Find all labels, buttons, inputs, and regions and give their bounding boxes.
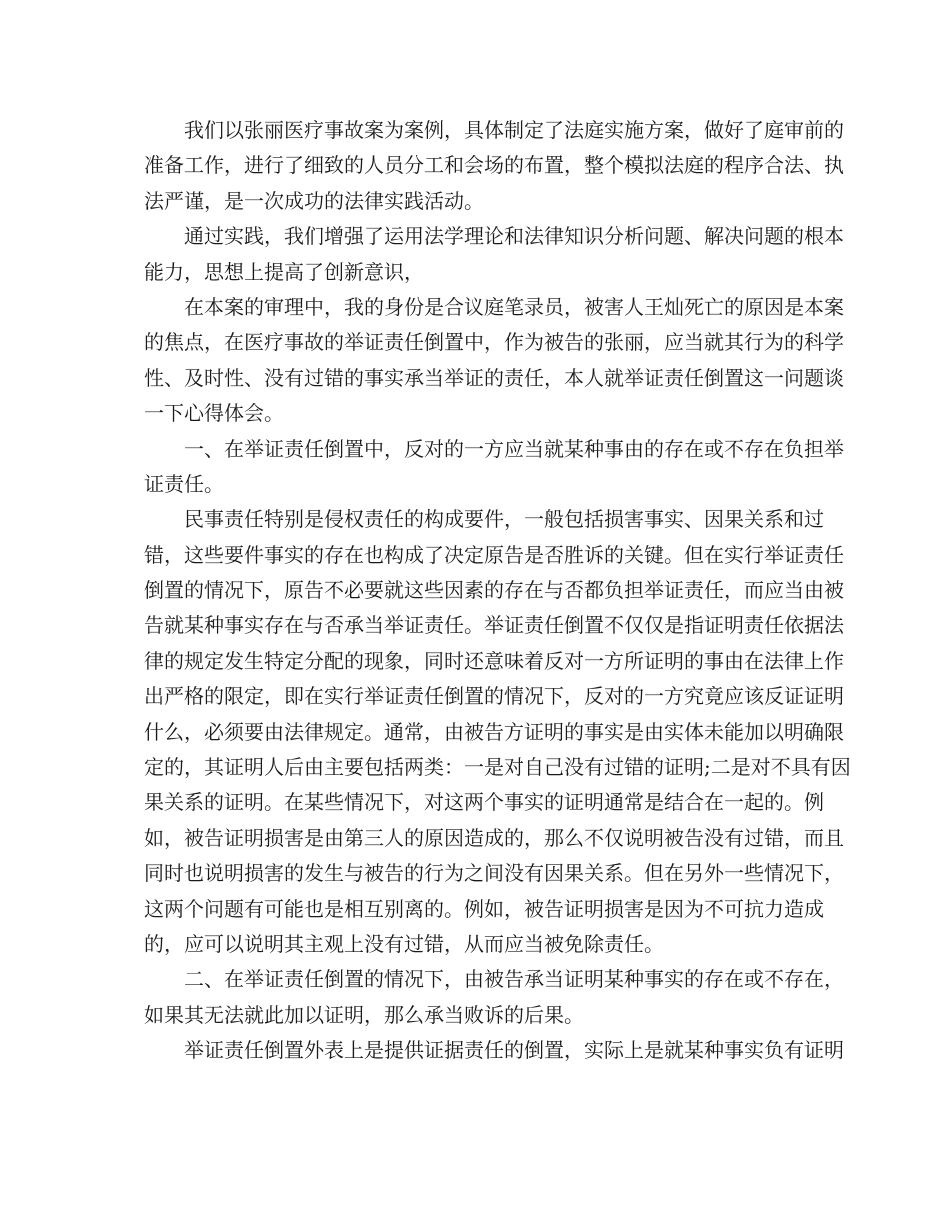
paragraph-5 (144, 502, 851, 962)
text-line: 性、及时性、没有过错的事实承当举证的责任，本人就举证责任倒置这一问题谈 (144, 365, 844, 390)
text-line: 倒置的情况下，原告不必要就这些因素的存在与否都负担举证责任，而应当由被 (144, 578, 844, 603)
paragraph-4-heading (144, 432, 844, 503)
text-line: 一、在举证责任倒置中，反对的一方应当就某种事由的存在或不存在负担举 (184, 436, 844, 461)
text-line: 如，被告证明损害是由第三人的原因造成的，那么不仅说明被告没有过错，而且 (144, 825, 844, 850)
text-line: 我们以张丽医疗事故案为案例，具体制定了法庭实施方案，做好了庭审前的 (184, 118, 844, 142)
text-line: 证责任。 (144, 471, 224, 496)
paragraph-1 (144, 113, 844, 219)
text-line: 律的规定发生特定分配的现象，同时还意味着反对一方所证明的事由在法律上作 (144, 648, 844, 673)
text-line: 一下心得体会。 (144, 401, 284, 426)
paragraph-7 (144, 1033, 844, 1068)
text-line: 举证责任倒置外表上是提供证据责任的倒置，实际上是就某种事实负有证明 (184, 1038, 844, 1063)
text-line: 在本案的审理中，我的身份是合议庭笔录员，被害人王灿死亡的原因是本案 (184, 294, 844, 319)
text-line: 民事责任特别是侵权责任的构成要件，一般包括损害事实、因果关系和过 (184, 507, 824, 532)
text-line: 准备工作，进行了细致的人员分工和会场的布置，整个模拟法庭的程序合法、执 (144, 153, 844, 178)
text-line: 什么，必须要由法律规定。通常，由被告方证明的事实是由实体未能加以明确限 (144, 719, 844, 744)
text-line: 告就某种事实存在与否承当举证责任。举证责任倒置不仅仅是指证明责任依据法 (144, 613, 844, 638)
text-line: 同时也说明损害的发生与被告的行为之间没有因果关系。但在另外一些情况下， (144, 861, 844, 886)
paragraph-3 (144, 290, 844, 432)
paragraph-6-heading (144, 962, 844, 1033)
text-line: 错，这些要件事实的存在也构成了决定原告是否胜诉的关键。但在实行举证责任 (144, 542, 844, 567)
text-line: 定的，其证明人后由主要包括两类：一是对自己没有过错的证明;二是对不具有因 (144, 755, 851, 780)
text-line: 二、在举证责任倒置的情况下，由被告承当证明某种事实的存在或不存在， (184, 967, 844, 992)
text-line: 能力，思想上提高了创新意识， (144, 259, 424, 284)
text-line: 通过实践，我们增强了运用法学理论和法律知识分析问题、解决问题的根本 (184, 224, 844, 249)
text-line: 的焦点，在医疗事故的举证责任倒置中，作为被告的张丽，应当就其行为的科学 (144, 330, 844, 355)
document-body (144, 113, 851, 1069)
text-line: 这两个问题有可能也是相互别离的。例如，被告证明损害是因为不可抗力造成 (144, 896, 824, 921)
text-line: 的，应可以说明其主观上没有过错，从而应当被免除责任。 (144, 931, 664, 956)
text-line: 法严谨，是一次成功的法律实践活动。 (144, 188, 484, 213)
text-line: 果关系的证明。在某些情况下，对这两个事实的证明通常是结合在一起的。例 (144, 790, 824, 815)
text-line: 如果其无法就此加以证明，那么承当败诉的后果。 (144, 1002, 584, 1027)
text-line: 出严格的限定，即在实行举证责任倒置的情况下，反对的一方究竟应该反证证明 (144, 684, 844, 709)
paragraph-2 (144, 219, 844, 290)
